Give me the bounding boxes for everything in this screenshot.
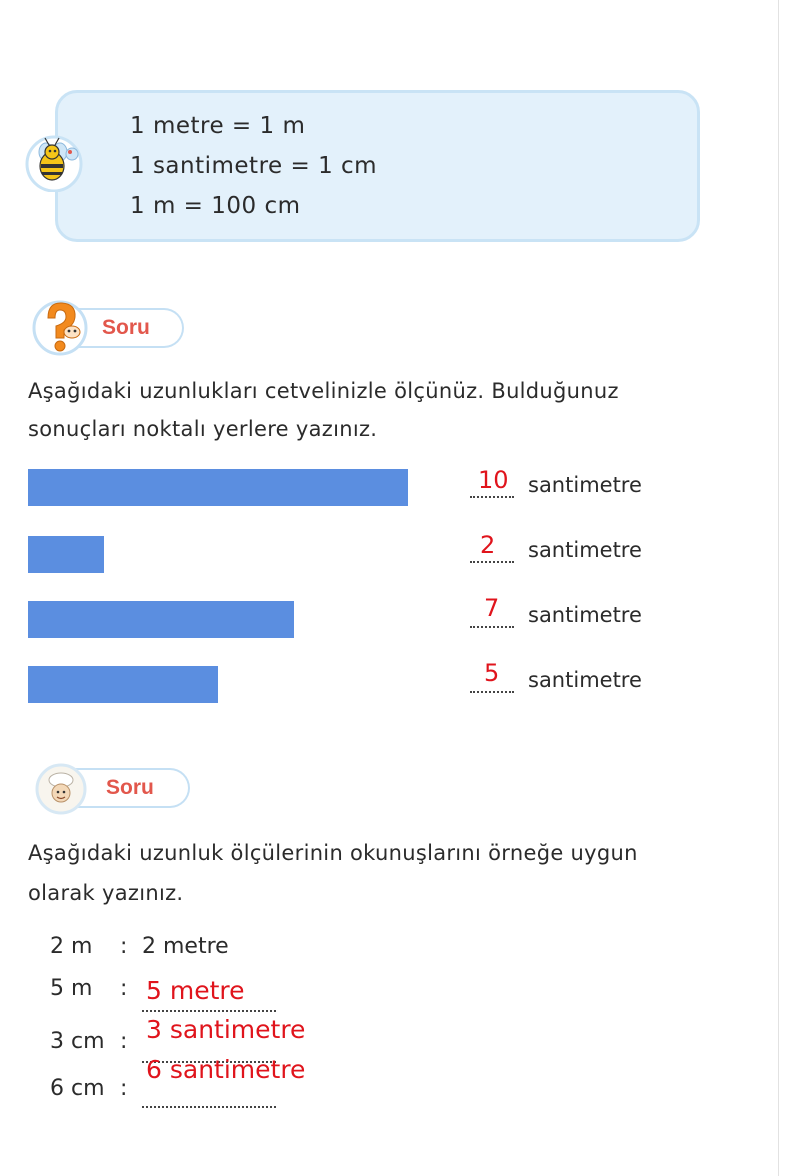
reading-row-3[interactable]	[50, 1055, 370, 1112]
colon: :	[120, 934, 128, 959]
unit-label: santimetre	[528, 668, 642, 692]
measure-label: 3 cm	[50, 1029, 105, 1054]
soru-1-instruction-line-2: sonuçları noktalı yerlere yazınız.	[28, 417, 378, 441]
length-bar-3	[28, 601, 294, 638]
reading-example-row	[50, 934, 370, 974]
soru-2-label: Soru	[66, 768, 190, 808]
answer-handwriting: 2	[480, 531, 496, 559]
colon: :	[120, 1076, 128, 1101]
answer-dotted-line	[470, 626, 514, 628]
info-line-2: 1 santimetre = 1 cm	[130, 153, 378, 179]
answer-handwriting: 3 santimetre	[146, 1015, 306, 1044]
bee-mascot-icon	[24, 132, 84, 192]
answer-handwriting: 5	[484, 659, 500, 687]
answer-row-1[interactable]	[470, 466, 730, 506]
colon: :	[120, 1029, 128, 1054]
info-box	[55, 90, 700, 242]
length-bar-4	[28, 666, 218, 703]
measure-label: 6 cm	[50, 1076, 105, 1101]
measure-label: 5 m	[50, 976, 93, 1001]
answer-dotted-line	[470, 691, 514, 693]
answer-row-2[interactable]	[470, 531, 730, 571]
length-bar-1	[28, 469, 408, 506]
soru-1-label: Soru	[62, 308, 184, 348]
page-edge	[778, 0, 779, 1176]
example-reading: 2 metre	[142, 934, 229, 959]
answer-handwriting: 7	[484, 594, 500, 622]
measure-label: 2 m	[50, 934, 93, 959]
soru-1-instruction-line-1: Aşağıdaki uzunlukları cetvelinizle ölçünüz. Bulduğunuz	[28, 379, 619, 403]
answer-handwriting: 10	[478, 466, 509, 494]
answer-dotted-line	[470, 496, 514, 498]
info-line-3: 1 m = 100 cm	[130, 193, 301, 219]
answer-handwriting: 5 metre	[146, 976, 245, 1005]
answer-handwriting: 6 santimetre	[146, 1055, 306, 1084]
soru-2-instruction-line-2: olarak yazınız.	[28, 881, 184, 905]
unit-label: santimetre	[528, 473, 642, 497]
chef-mascot-icon	[34, 762, 88, 816]
reading-row-1[interactable]	[50, 976, 370, 1016]
colon: :	[120, 976, 128, 1001]
unit-label: santimetre	[528, 538, 642, 562]
soru-2-instruction-line-1: Aşağıdaki uzunluk ölçülerinin okunuşlarını örneğe uygun	[28, 841, 638, 865]
length-bar-2	[28, 536, 104, 573]
question-mark-icon	[32, 296, 88, 358]
answer-dotted-line	[470, 561, 514, 563]
answer-row-4[interactable]	[470, 661, 730, 701]
answer-row-3[interactable]	[470, 596, 730, 636]
unit-label: santimetre	[528, 603, 642, 627]
info-line-1: 1 metre = 1 m	[130, 113, 306, 139]
